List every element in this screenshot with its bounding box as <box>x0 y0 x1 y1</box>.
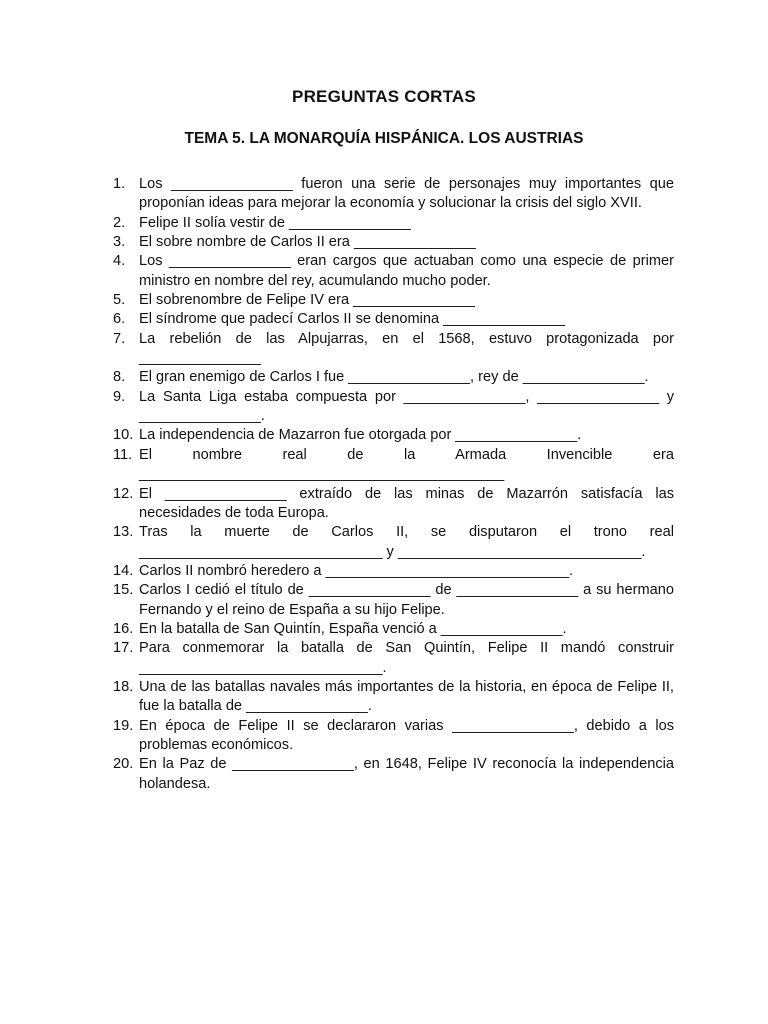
question-text: El gran enemigo de Carlos I fue _______________, rey de _______________. <box>139 369 649 386</box>
question-item <box>113 446 674 485</box>
question-number: 12. <box>113 485 134 502</box>
question-item <box>113 214 674 233</box>
question-item <box>113 639 674 678</box>
question-item <box>113 330 674 369</box>
question-number: 6. <box>113 311 126 328</box>
question-item <box>113 717 674 756</box>
question-text: En la Paz de _______________, en 1648, Felipe IV reconocía la independencia holandesa. <box>139 756 674 792</box>
question-number: 9. <box>113 388 126 405</box>
question-number: 15. <box>113 582 134 599</box>
question-text: Carlos II nombró heredero a ______________________________. <box>139 562 574 579</box>
question-number: 2. <box>113 214 126 231</box>
question-text: Para conmemorar la batalla de San Quintín, Felipe II mandó construir ______________________________. <box>139 640 674 676</box>
question-item <box>113 368 674 387</box>
question-item <box>113 523 674 562</box>
question-number: 4. <box>113 253 126 270</box>
question-number: 5. <box>113 292 126 309</box>
question-text: El síndrome que padecí Carlos II se denomina _______________ <box>139 311 565 328</box>
question-text: En la batalla de San Quintín, España venció a _______________. <box>139 620 567 637</box>
question-number: 20. <box>113 756 134 773</box>
question-number: 14. <box>113 562 134 579</box>
question-text: Los _______________ eran cargos que actuaban como una especie de primer ministro en nombre del rey, acumulando mucho poder. <box>139 253 674 289</box>
question-item <box>113 581 674 620</box>
question-number: 19. <box>113 717 134 734</box>
question-list <box>113 175 674 794</box>
page-subtitle: TEMA 5. LA MONARQUÍA HISPÁNICA. LOS AUSTRIAS <box>184 130 584 147</box>
question-item <box>113 485 674 524</box>
question-number: 16. <box>113 620 134 637</box>
question-text: La independencia de Mazarron fue otorgada por _______________. <box>139 427 582 444</box>
question-number: 8. <box>113 369 126 386</box>
question-number: 1. <box>113 176 126 192</box>
question-text: El sobrenombre de Felipe IV era _______________ <box>139 292 475 309</box>
question-text: La rebelión de las Alpujarras, en el 1568, estuvo protagonizada por _______________ <box>139 330 674 367</box>
question-text: Tras la muerte de Carlos II, se disputaron el trono real ______________________________ y ______________________________. <box>139 524 674 560</box>
question-item <box>113 233 674 252</box>
question-item <box>113 291 674 310</box>
question-text: El nombre real de la Armada Invencible era _____________________________________________ <box>139 446 674 483</box>
question-text: Los _______________ fueron una serie de personajes muy importantes que proponían ideas para mejorar la economía y solucionar la crisis del siglo XVII. <box>139 176 674 212</box>
question-number: 17. <box>113 640 134 657</box>
question-number: 10. <box>113 427 134 444</box>
question-item <box>113 426 674 445</box>
question-text: Una de las batallas navales más importantes de la historia, en época de Felipe II, fue la batalla de _______________. <box>139 678 674 715</box>
question-item <box>113 620 674 639</box>
question-text: La Santa Liga estaba compuesta por _______________, _______________ y _______________. <box>139 388 674 425</box>
question-number: 7. <box>113 330 126 347</box>
question-item <box>113 175 674 214</box>
question-item <box>113 252 674 291</box>
question-text: En época de Felipe II se declararon varias _______________, debido a los problemas económicos. <box>139 717 674 753</box>
question-item <box>113 755 674 794</box>
question-text: El sobre nombre de Carlos II era _______________ <box>139 234 476 251</box>
question-text: Carlos I cedió el título de _______________ de _______________ a su hermano Fernando y el reino de España a su hijo Felipe. <box>139 582 674 618</box>
question-item <box>113 678 674 717</box>
question-number: 11. <box>113 446 133 463</box>
question-number: 13. <box>113 524 134 541</box>
question-item <box>113 310 674 329</box>
question-number: 3. <box>113 234 126 251</box>
question-text: El _______________ extraído de las minas de Mazarrón satisfacía las necesidades de toda Europa. <box>139 485 674 521</box>
question-text: Felipe II solía vestir de _______________ <box>139 214 411 231</box>
page-title: PREGUNTAS CORTAS <box>292 87 476 106</box>
question-number: 18. <box>113 678 134 695</box>
question-item <box>113 388 674 427</box>
question-item <box>113 562 674 581</box>
